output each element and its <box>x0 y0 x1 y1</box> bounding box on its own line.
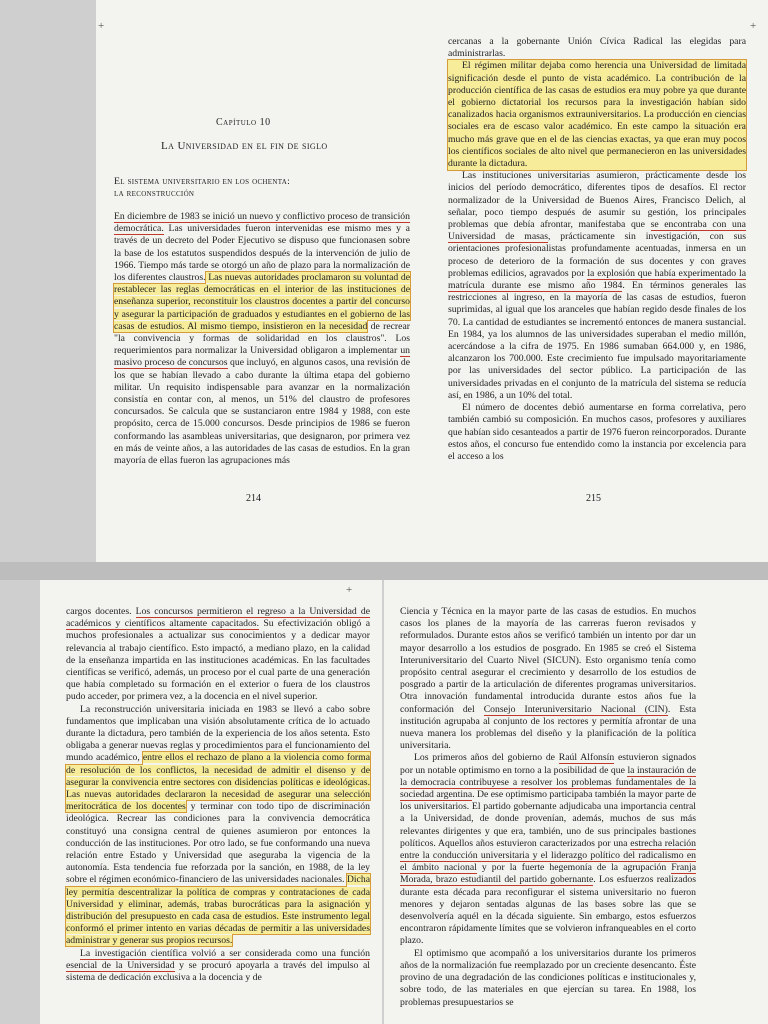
underlined-text: estrecha relación entre la conducción universitaria y el liderazgo político del radicalismo en el ámbito nacional <box>400 837 696 874</box>
underlined-text: un masivo proceso de concursos <box>114 345 410 369</box>
page-214 <box>96 0 428 562</box>
underlined-text: se encontraba con una Universidad de masas <box>448 219 746 243</box>
page-number: 214 <box>246 493 261 504</box>
text-run: Las universidades fueron intervenidas ese mismo mes y a través de un decreto del Poder Ejecutivo se dispuso que funcionasen sobre la base de los estatutos suspendidos después de la intervención de julio de 1966. Tiempo más tarde se otorgó un año de plazo para la normalización de los diferentes claustros. <box>114 223 410 284</box>
crop-mark: + <box>750 20 757 32</box>
paragraph <box>66 606 370 704</box>
highlighted-text: Las nuevas autoridades proclamaron su voluntad de restablecer las reglas democráticas en el interior de las instituciones de enseñanza superior, reconstituir los claustros docentes a partir del concurso y asegurar la participación de graduados y estudiantes en el gobierno de las casas de estudios. Al mismo tiempo, insistieron en la necesidad <box>114 272 410 332</box>
chapter-title: La Universidad en el fin de siglo <box>161 140 328 152</box>
text-run: estuvieron signados por un notable optimismo en torno a la posibilidad de que <box>400 752 697 776</box>
highlighted-paragraph: El régimen militar dejaba como herencia una Universidad de limitada significación desde el punto de vista académico. La contribución de la producción científica de las casas de estudios era muy pobre ya que durante el gobierno dictatorial los recursos para la investigación habían sido canalizados hacia organismos extrauniversitarios. La producción en ciencias sociales era de escaso valor académico. En este campo la situación era mucho más grave que en el de las ciencias exactas, ya que eran muy pocos los científicos sociales de alto nivel que permanecieron en las universidades durante la dictadura. <box>448 60 746 170</box>
page-216 <box>40 580 382 1024</box>
text-run: . En términos generales las restricciones al ingreso, en la mayoría de las casas de estudios, fueron suprimidas, al igual que los aranceles que habían regido desde finales de los 70. La cantidad de estudiantes se incrementó entonces de manera sustancial. En 1984, ya los alumnos de las universidades superaban el medio millón, acercándose a la cifra de 1975. En 1986 sumaban 664.000 y, en 1986, alcanzaron los 700.000. Este crecimiento fue impulsado mayoritariamente por las universidades del sector público. La participación de las universidades privadas en el conjunto de la matrícula del sistema se reducía así, en 1986, a un 10% del total. <box>448 280 746 401</box>
text-run: y terminar con todo tipo de discriminación ideológica. Recrear las condiciones para la convivencia democrática constituyó una consigna central de quienes asumieron por entonces la conducción de las instituciones. Por otro lado, se fue conformando una nueva relación entre Estado y Universidad que aseguraba la vigencia de la autonomía. Esta tendencia fue reforzada por la sanción, en 1988, de la ley sobre el régimen económico-financiero de las universidades nacionales. <box>66 801 370 886</box>
section-heading-line-2: la reconstrucción <box>114 188 195 199</box>
page-gap <box>0 562 768 580</box>
text-run: Ciencia y Técnica en la mayor parte de las casas de estudios. En muchos casos los planes de la mayoría de las carreras fueron revisados y reformulados. Durante estos años se verificó también un intento por dar un mayor desarrollo a los estudios de posgrado. En 1985 se creó el Sistema Interuniversitario del Cuarto Nivel (SICUN). Esto organismo tenía como propósito central asegurar el crecimiento y desarrollo de los estudios de posgrado a partir de la articulación de diferentes programas universitarios. Otra innovación fundamental introducida durante estos años fue la conformación del <box>400 606 696 715</box>
body-text <box>66 606 370 984</box>
text-run: La reconstrucción universitaria iniciada en 1983 se llevó a cabo sobre fundamentos que implicaban una visión absolutamente crítica de lo actuado durante la dictadura, pero también de la experiencia de los años setenta. Esto obligaba a generar nuevas reglas y procedimientos para el funcionamiento del mundo académico, <box>66 703 370 764</box>
body-text <box>448 36 746 463</box>
highlighted-text: Dicha ley permitía descentralizar la política de compras y contrataciones de cada Universidad y eliminar, además, trabas burocráticas para la asignación y distribución del presupuesto en cada casa de estudios. Este instrumento legal conformó el primer intento en varias décadas de permitir a las universidades administrar y generar sus propios recursos. <box>66 874 370 947</box>
underlined-text: La investigación científica volvió a ser considerada como una función esencial de la Universidad <box>66 947 370 971</box>
underlined-text: Raúl Alfonsín <box>558 752 615 764</box>
paragraph <box>448 170 746 402</box>
text-run: y se procuró apoyarla a través del impulso al sistema de dedicación exclusiva a la docencia y de <box>66 959 370 984</box>
underlined-text: En diciembre de 1983 se inició un nuevo y conflictivo proceso de transición democrática. <box>114 211 410 235</box>
text-run: que incluyó, en algunos casos, una revisión de los que se habían llevado a cabo durante la última etapa del gobierno militar. Un requisito indispensable para avanzar en la normalización consistía en contar con, al menos, un 51% del claustro de profesores concursados. Se calcula que se sustanciaron entre 1984 y 1988, con este propósito, cerca de 15.000 concursos. Desde principios de 1986 se fueron conformando las asambleas universitarias, que designaron, por primera vez en más de veinte años, a las autoridades de las casas de estudios. En la gran mayoría de ellas fueron las agrupaciones más <box>114 357 410 467</box>
page-number: 215 <box>586 493 601 504</box>
paragraph <box>400 752 696 947</box>
text-run: , prácticamente sin investigación, con sus orientaciones profesionalistas profundamente acentuadas, inmersa en un proceso de deterioro de la formación de sus docentes y con graves problemas edilicios, agravados por <box>448 231 747 279</box>
paragraph <box>114 211 410 467</box>
text-run: . Los esfuerzos realizados durante esta década para reconfigurar el sistema universitario no fueron menores y dejaron sentadas algunas de las bases sobre las que se desenvolvería aquél en la década siguiente. Sin embargo, estos esfuerzos encontraron rápidamente límites que se volvieron infranqueables en el corto plazo. <box>400 874 696 947</box>
paragraph <box>66 948 370 985</box>
body-text <box>400 606 696 1009</box>
paragraph: El número de docentes debió aumentarse en forma correlativa, pero también cambió su composición. En muchos casos, profesores y auxiliares que habían sido cesanteados a partir de 1976 fueron reincorporados. Durante estos años, el concurso fue entendido como la instancia por excelencia para el acceso a los <box>448 402 746 462</box>
underlined-text: Franja Morada, brazo estudiantil del partido gobernante <box>400 862 696 886</box>
underlined-text: Consejo Interuniversitario Nacional (CIN) <box>483 703 668 715</box>
underlined-text: la explosión que había experimentado la matrícula durante ese mismo año 1984 <box>448 267 746 292</box>
underlined-text: Los concursos permitieron el regreso a la Universidad de académicos y científicos altamente capacitados. <box>66 606 371 630</box>
text-run: cargos docentes. <box>66 606 136 617</box>
section-heading <box>114 176 290 200</box>
chapter-label: Capítulo 10 <box>216 117 271 128</box>
underlined-text: la instauración de la democracia contribuyese a resolver los problemas fundamentales de la sociedad argentina <box>400 764 696 801</box>
paragraph: cercanas a la gobernante Unión Cívica Radical las elegidas para administrarlas. <box>448 36 746 60</box>
text-run: Las instituciones universitarias asumieron, prácticamente desde los inicios del período democrático, diferentes tipos de desafíos. El rector normalizador de la Universidad de Buenos Aires, Francisco Delich, al señalar, poco tiempo después de asumir su gestión, los principales problemas que debía afrontar, manifestaba que <box>448 170 746 231</box>
text-run: . Esta institución agrupaba al conjunto de los rectores y permitía afrontar de una nueva manera los problemas del diseño y la planificación de la política universitaria. <box>400 703 696 752</box>
page-215 <box>428 0 768 562</box>
paragraph <box>400 606 696 752</box>
paragraph <box>66 704 370 948</box>
text-run: y por la fuerte hegemonía de la agrupación <box>476 862 672 874</box>
highlighted-text: entre ellos el rechazo de plano a la violencia como forma de resolución de los conflictos, la necesidad de admitir el disenso y de asegurar la convivencia entre sectores con disidencias políticas e ideológicas. Las nuevas autoridades declararon la necesidad de asegurar una selección meritocrática de los docentes <box>66 752 370 813</box>
page-217 <box>384 580 768 1024</box>
text-run: Su efectivización obligó a muchos profesionales a actualizar sus conocimientos y a dedicar mayor relevancia al trabajo científico. Esto impactó, a mediano plazo, en la calidad de la enseñanza impartida en las instituciones académicas. En las facultades científicas se verificó, además, un proceso por el cual parte de una generación que había completado su formación en el exterior o fuera de los claustros pudo acceder, por primera vez, a la docencia en el nivel superior. <box>66 618 370 703</box>
text-run: . De ese optimismo participaba también la mayor parte de los universitarios. El partido gobernante adjudicaba una importancia central a la Universidad, de donde provenían, además, muchos de sus más relevantes dirigentes y que era, también, uno de sus principales bastiones políticos. Aquellos años estuvieron caracterizados por una <box>400 789 696 849</box>
crop-mark: + <box>98 20 105 32</box>
body-text <box>114 211 410 467</box>
crop-mark: + <box>346 584 353 596</box>
text-run: de recrear "la convivencia y formas de solidaridad en los claustros". Los requerimientos para normalizar la Universidad obligaron a implementar <box>114 320 410 357</box>
text-run: Los primeros años del gobierno de <box>414 752 559 764</box>
section-heading-line-1: El sistema universitario en los ochenta: <box>114 176 291 187</box>
paragraph: El optimismo que acompañó a los universitarios durante los primeros años de la normalización fue reemplazado por un creciente desencanto. Éste provino de una degradación de las condiciones políticas e institucionales y, sobre todo, de las materiales en que ejercían su tarea. En 1988, los problemas presupuestarios se <box>400 947 696 1008</box>
